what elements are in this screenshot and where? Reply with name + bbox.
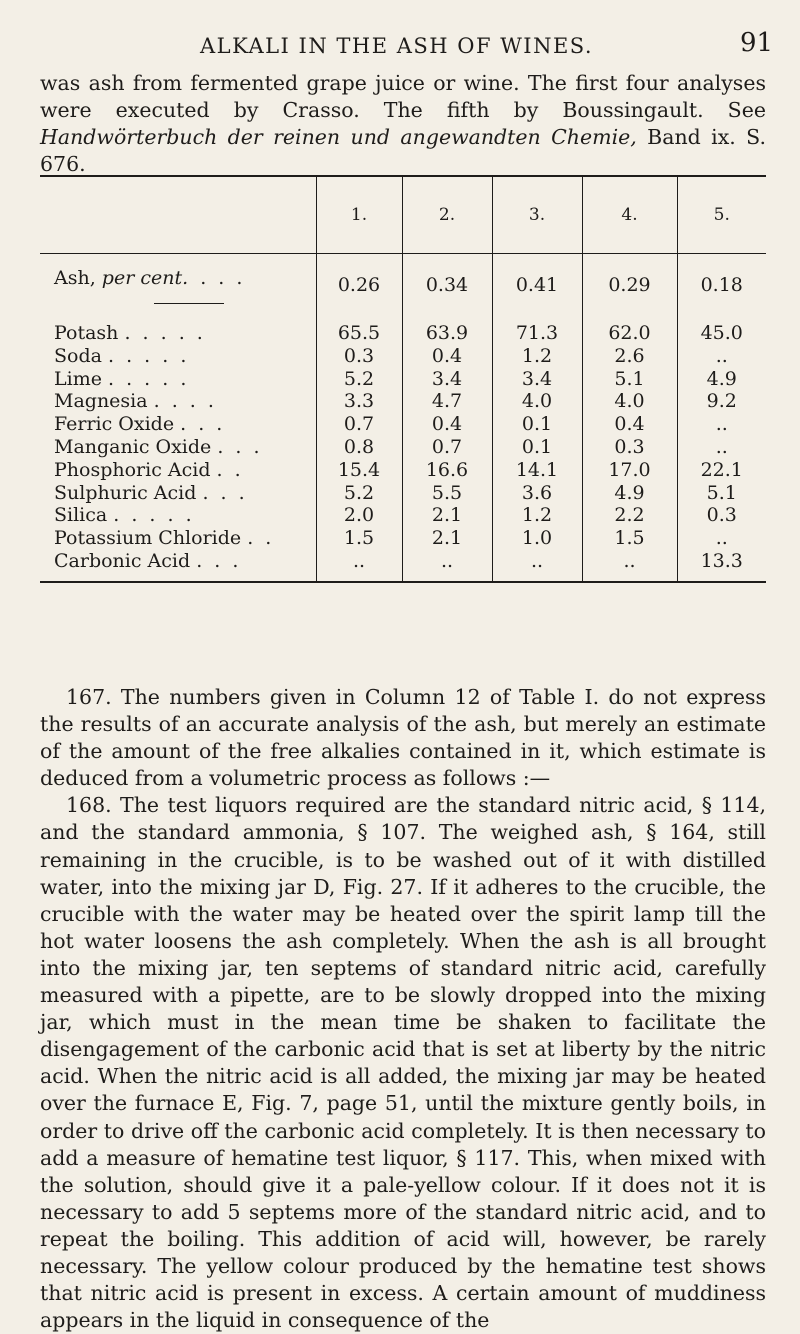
table-cell: 5.5: [402, 482, 492, 505]
table-cell: 22.1: [677, 459, 766, 482]
table-cell: 0.3: [582, 436, 677, 459]
table-cell: ..: [582, 550, 677, 582]
table-cell: 0.4: [402, 345, 492, 368]
table-cell: 71.3: [492, 316, 582, 345]
leader-dots: . . .: [202, 481, 248, 504]
table-header-row: [40, 176, 766, 254]
leader-dots: . . .: [196, 549, 242, 572]
ash-analysis-table: [40, 175, 766, 583]
intro-text: was ash from fermented grape juice or wine. The first four analyses were executed by Crasso. The fifth by Boussingault. See: [40, 71, 766, 122]
table-cell: 0.26: [316, 254, 402, 317]
table-cell: 0.8: [316, 436, 402, 459]
table-cell: 0.34: [402, 254, 492, 317]
table-row: [40, 550, 766, 582]
table-cell: 0.7: [316, 413, 402, 436]
divider: [154, 303, 224, 304]
table-cell: 4.0: [492, 390, 582, 413]
table-cell: 17.0: [582, 459, 677, 482]
ash-label-italic: per cent.: [101, 266, 189, 289]
body-text: [40, 684, 766, 1334]
table-cell: 45.0: [677, 316, 766, 345]
table-row: [40, 316, 766, 345]
intro-paragraph: [40, 70, 766, 178]
row-label: Potash: [54, 322, 119, 344]
table-cell: 0.1: [492, 436, 582, 459]
column-header: 4.: [582, 176, 677, 254]
leader-dots: . .: [216, 458, 244, 481]
table-cell: 4.9: [677, 368, 766, 391]
intro-text-end: Band ix. S. 676.: [40, 125, 766, 176]
row-label: Silica: [54, 504, 108, 527]
table-cell: 4.7: [402, 390, 492, 413]
table-cell: 2.1: [402, 527, 492, 550]
table-cell: ..: [402, 550, 492, 582]
row-label: Carbonic Acid: [54, 549, 191, 572]
column-header: 5.: [677, 176, 766, 254]
table-cell: 0.41: [492, 254, 582, 317]
table-cell: 1.2: [492, 345, 582, 368]
ash-percent-row: [40, 254, 766, 317]
table-row: [40, 459, 766, 482]
table-cell: 3.6: [492, 482, 582, 505]
table-cell: 2.2: [582, 504, 677, 527]
leader-dots: . .: [247, 527, 275, 550]
row-label: Phosphoric Acid: [54, 458, 211, 481]
table-cell: 0.4: [402, 413, 492, 436]
leader-dots: . . . . .: [124, 322, 206, 344]
leader-dots: . . . . .: [113, 504, 195, 527]
leader-dots: . . .: [180, 413, 226, 436]
table-cell: 5.2: [316, 482, 402, 505]
table-row: [40, 482, 766, 505]
ash-label: Ash,: [54, 266, 102, 289]
paragraph-167: 167. The numbers given in Column 12 of Table I. do not express the results of an accurate analysis of the ash, but merely an estimate of the amount of the free alkalies contained in it, which estimate is deduced from a volumetric process as follows :—: [40, 685, 766, 791]
table-cell: 16.6: [402, 459, 492, 482]
table-cell: 5.1: [582, 368, 677, 391]
column-header: 2.: [402, 176, 492, 254]
table-cell: 15.4: [316, 459, 402, 482]
table-cell: 4.0: [582, 390, 677, 413]
table-cell: 2.6: [582, 345, 677, 368]
table-cell: 3.3: [316, 390, 402, 413]
row-label: [40, 254, 316, 317]
table-row: [40, 527, 766, 550]
table-row: [40, 436, 766, 459]
leader-dots: . . . .: [153, 390, 217, 413]
table-cell: ..: [492, 550, 582, 582]
table-cell: 4.9: [582, 482, 677, 505]
table-row: [40, 345, 766, 368]
table-cell: 14.1: [492, 459, 582, 482]
table-cell: 9.2: [677, 390, 766, 413]
paragraph-168: 168. The test liquors required are the standard nitric acid, § 114, and the standard ammonia, § 107. The weighed ash, § 164, still remaining in the crucible, is to be washed out of it with distilled water, into the mixing jar D, Fig. 27. If it adheres to the crucible, the crucible with the water may be heated over the spirit lamp till the hot water loosens the ash completely. When the ash is all brought into the mixing jar, ten septems of standard nitric acid, carefully measured with a pipette, are to be slowly dropped into the mixing jar, which must in the mean time be shaken to facilitate the disengagement of the carbonic acid that is set at liberty by the nitric acid. When the nitric acid is all added, the mixing jar may be heated over the furnace E, Fig. 7, page 51, until the mixture gently boils, in order to drive off the carbonic acid completely. It is then necessary to add a measure of hematine test liquor, § 117. This, when mixed with the solution, should give it a pale-yellow colour. If it does not it is necessary to add 5 septems more of the standard nitric acid, and to repeat the boiling. This addition of acid will, however, be rarely necessary. The yellow colour produced by the hematine test shows that nitric acid is present in excess. A certain amount of muddiness appears in the liquid in consequence of the: [40, 793, 766, 1333]
table-cell: 62.0: [582, 316, 677, 345]
table-row: [40, 368, 766, 391]
table-cell: 0.29: [582, 254, 677, 317]
row-label: Magnesia: [54, 390, 148, 413]
row-label: Manganic Oxide: [54, 435, 212, 458]
table-cell: ..: [316, 550, 402, 582]
row-label: Ferric Oxide: [54, 413, 175, 436]
leader-dots: . . .: [200, 266, 246, 289]
row-label: Lime: [54, 367, 102, 390]
table-cell: 0.4: [582, 413, 677, 436]
row-label: Soda: [54, 344, 102, 367]
table-cell: 63.9: [402, 316, 492, 345]
table-cell: 2.1: [402, 504, 492, 527]
page-number: 91: [740, 28, 774, 58]
table-row: [40, 390, 766, 413]
leader-dots: . . .: [217, 435, 263, 458]
running-title: ALKALI IN THE ASH OF WINES.: [200, 34, 594, 58]
row-label: Sulphuric Acid: [54, 481, 197, 504]
table-cell: 13.3: [677, 550, 766, 582]
table-cell: 3.4: [402, 368, 492, 391]
leader-dots: . . . . .: [108, 367, 190, 390]
intro-citation: Handwörterbuch der reinen und angewandten Chemie,: [40, 125, 637, 149]
table-cell: 0.3: [316, 345, 402, 368]
table-cell: ..: [677, 527, 766, 550]
table-cell: 0.18: [677, 254, 766, 317]
running-head: [0, 28, 800, 64]
table-cell: 65.5: [316, 316, 402, 345]
row-label: Potassium Chloride: [54, 527, 242, 550]
table-cell: 0.1: [492, 413, 582, 436]
table-cell: 1.2: [492, 504, 582, 527]
leader-dots: . . . . .: [108, 344, 190, 367]
table-cell: 5.2: [316, 368, 402, 391]
table-cell: 5.1: [677, 482, 766, 505]
table-row: [40, 413, 766, 436]
table-cell: 1.5: [316, 527, 402, 550]
table-cell: ..: [677, 345, 766, 368]
table-cell: ..: [677, 436, 766, 459]
column-header: 3.: [492, 176, 582, 254]
table-cell: 0.3: [677, 504, 766, 527]
table-cell: 1.5: [582, 527, 677, 550]
table-cell: 2.0: [316, 504, 402, 527]
column-header: 1.: [316, 176, 402, 254]
table-cell: 1.0: [492, 527, 582, 550]
table-row: [40, 504, 766, 527]
table-cell: 3.4: [492, 368, 582, 391]
table-cell: 0.7: [402, 436, 492, 459]
header-blank-cell: [40, 176, 316, 254]
table-cell: ..: [677, 413, 766, 436]
